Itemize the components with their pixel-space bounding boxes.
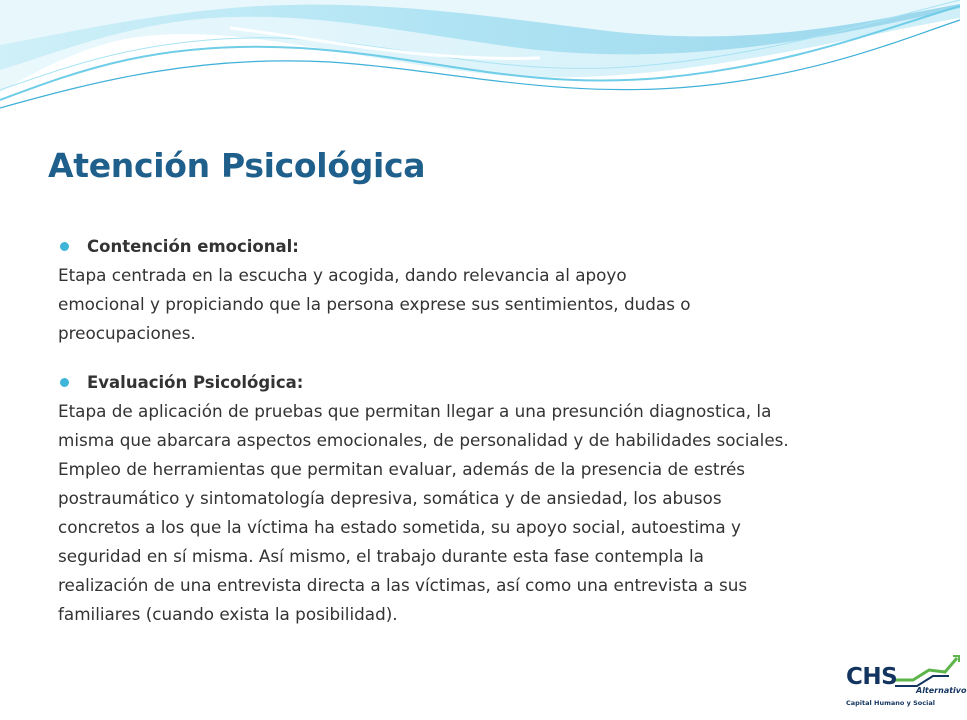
content-body: [58, 232, 918, 629]
paragraph-line: Etapa de aplicación de pruebas que permitan llegar a una presunción diagnostica, la: [58, 401, 772, 421]
section-heading-label: Evaluación Psicológica:: [87, 373, 304, 392]
section-heading: [58, 232, 918, 261]
chs-logo: [833, 652, 967, 720]
paragraph-line: concretos a los que la víctima ha estado sometida, su apoyo social, autoestima y: [58, 517, 741, 537]
paragraph-line: familiares (cuando exista la posibilidad).: [58, 604, 398, 624]
logo-brand-text: CHS: [846, 664, 898, 690]
bullet-icon: [60, 242, 69, 251]
paragraph-line: seguridad en sí misma. Así mismo, el trabajo durante esta fase contempla la: [58, 546, 704, 566]
paragraph-line: misma que abarcara aspectos emocionales, de personalidad y de habilidades sociales.: [58, 430, 789, 450]
paragraph-line: Etapa centrada en la escucha y acogida, dando relevancia al apoyo: [58, 265, 627, 285]
paragraph-line: realización de una entrevista directa a las víctimas, así como una entrevista a sus: [58, 575, 748, 595]
logo-subtitle-text: Capital Humano y Social: [846, 699, 935, 707]
section-heading-label: Contención emocional:: [87, 237, 299, 256]
logo-tag-text: Alternativo: [916, 686, 967, 695]
paragraph-line: postraumático y sintomatología depresiva, somática y de ansiedad, los abusos: [58, 488, 722, 508]
section-heading: [58, 368, 918, 397]
section-contencion-emocional: [58, 232, 918, 348]
paragraph-line: emocional y propiciando que la persona exprese sus sentimientos, dudas o: [58, 294, 691, 314]
bullet-icon: [60, 378, 69, 387]
paragraph-line: preocupaciones.: [58, 323, 196, 343]
paragraph-line: Empleo de herramientas que permitan evaluar, además de la presencia de estrés: [58, 459, 746, 479]
page-title: Atención Psicológica: [48, 146, 426, 185]
section-evaluacion-psicologica: [58, 368, 918, 629]
header-wave-decoration: [0, 0, 960, 130]
